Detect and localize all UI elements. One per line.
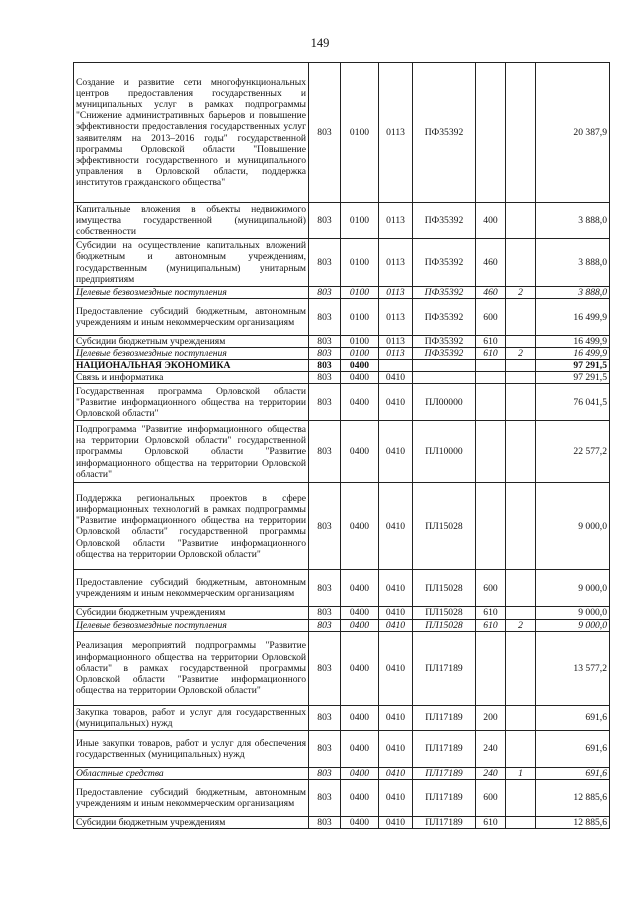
grbs-code: 803 [309, 816, 341, 828]
section-code: 0100 [341, 239, 379, 287]
funding-source-code [506, 730, 536, 767]
subsection-code: 0410 [379, 372, 413, 384]
expense-type-code: 240 [476, 730, 506, 767]
grbs-code: 803 [309, 63, 341, 203]
section-code: 0400 [341, 384, 379, 421]
target-article-code: ПФ35392 [413, 287, 476, 299]
expense-type-code: 460 [476, 239, 506, 287]
target-article-code: ПФ35392 [413, 63, 476, 203]
subsection-code: 0113 [379, 63, 413, 203]
expense-type-code [476, 372, 506, 384]
table-row [74, 203, 610, 239]
subsection-code: 0113 [379, 348, 413, 360]
section-code: 0400 [341, 767, 379, 779]
amount-value: 691,6 [536, 730, 610, 767]
row-name: Субсидии на осуществление капитальных вложений бюджетным и автономным учреждениям, государственным (муниципальным) унитарным предприятиям [74, 239, 309, 287]
row-name: Закупка товаров, работ и услуг для государственных (муниципальных) нужд [74, 705, 309, 730]
section-code: 0100 [341, 348, 379, 360]
funding-source-code [506, 372, 536, 384]
grbs-code: 803 [309, 384, 341, 421]
section-code: 0400 [341, 570, 379, 607]
target-article-code [413, 360, 476, 372]
row-name: Субсидии бюджетным учреждениям [74, 336, 309, 348]
amount-value: 3 888,0 [536, 203, 610, 239]
table-row [74, 360, 610, 372]
expense-type-code [476, 360, 506, 372]
row-name: НАЦИОНАЛЬНАЯ ЭКОНОМИКА [74, 360, 309, 372]
table-row [74, 299, 610, 336]
target-article-code: ПЛ17189 [413, 730, 476, 767]
table-row [74, 816, 610, 828]
target-article-code: ПФ35392 [413, 299, 476, 336]
section-code: 0400 [341, 705, 379, 730]
target-article-code: ПФ35392 [413, 336, 476, 348]
target-article-code [413, 372, 476, 384]
funding-source-code [506, 360, 536, 372]
amount-value: 97 291,5 [536, 372, 610, 384]
section-code: 0400 [341, 631, 379, 705]
expense-type-code: 200 [476, 705, 506, 730]
grbs-code: 803 [309, 299, 341, 336]
amount-value: 12 885,6 [536, 779, 610, 816]
funding-source-code [506, 336, 536, 348]
grbs-code: 803 [309, 779, 341, 816]
grbs-code: 803 [309, 203, 341, 239]
expense-type-code: 400 [476, 203, 506, 239]
amount-value: 16 499,9 [536, 336, 610, 348]
row-name: Предоставление субсидий бюджетным, автономным учреждениям и иным некоммерческим организациям [74, 570, 309, 607]
expense-type-code: 610 [476, 336, 506, 348]
section-code: 0100 [341, 336, 379, 348]
target-article-code: ПЛ17189 [413, 705, 476, 730]
grbs-code: 803 [309, 239, 341, 287]
expense-type-code: 600 [476, 570, 506, 607]
table-row [74, 767, 610, 779]
amount-value: 76 041,5 [536, 384, 610, 421]
target-article-code: ПЛ17189 [413, 779, 476, 816]
table-row [74, 779, 610, 816]
amount-value: 20 387,9 [536, 63, 610, 203]
table-row [74, 570, 610, 607]
funding-source-code [506, 816, 536, 828]
row-name: Создание и развитие сети многофункциональных центров предоставления государственных и муниципальных услуг в рамках подпрограммы "Снижение административных барьеров и повышение эффективности предоставления государственных услуг заявителям на 2013–2016 годы" государственной программы Орловской области "Повышение эффективности государственного и муниципального управления в Орловской области, поддержка институтов гражданского общества" [74, 63, 309, 203]
section-code: 0400 [341, 607, 379, 619]
subsection-code: 0113 [379, 299, 413, 336]
table-row [74, 239, 610, 287]
subsection-code: 0113 [379, 287, 413, 299]
target-article-code: ПЛ00000 [413, 384, 476, 421]
section-code: 0400 [341, 421, 379, 483]
row-name: Предоставление субсидий бюджетным, автономным учреждениям и иным некоммерческим организациям [74, 299, 309, 336]
amount-value: 13 577,2 [536, 631, 610, 705]
row-name: Связь и информатика [74, 372, 309, 384]
funding-source-code [506, 483, 536, 570]
table-row [74, 730, 610, 767]
expense-type-code: 610 [476, 816, 506, 828]
subsection-code: 0410 [379, 767, 413, 779]
funding-source-code [506, 239, 536, 287]
funding-source-code [506, 384, 536, 421]
target-article-code: ПФ35392 [413, 239, 476, 287]
table-row [74, 63, 610, 203]
target-article-code: ПЛ15028 [413, 570, 476, 607]
section-code: 0400 [341, 816, 379, 828]
subsection-code [379, 360, 413, 372]
expense-type-code [476, 631, 506, 705]
row-name: Субсидии бюджетным учреждениям [74, 607, 309, 619]
funding-source-code [506, 421, 536, 483]
expense-type-code [476, 483, 506, 570]
section-code: 0400 [341, 779, 379, 816]
target-article-code: ПЛ17189 [413, 631, 476, 705]
table-row [74, 384, 610, 421]
row-name: Подпрограмма "Развитие информационного общества на территории Орловской области" государственной программы Орловской области "Развитие информационного общества на территории Орловской области" [74, 421, 309, 483]
expense-type-code: 610 [476, 607, 506, 619]
grbs-code: 803 [309, 372, 341, 384]
funding-source-code [506, 299, 536, 336]
expense-type-code: 610 [476, 619, 506, 631]
amount-value: 9 000,0 [536, 570, 610, 607]
subsection-code: 0410 [379, 570, 413, 607]
target-article-code: ПЛ15028 [413, 619, 476, 631]
subsection-code: 0410 [379, 607, 413, 619]
amount-value: 16 499,9 [536, 299, 610, 336]
funding-source-code [506, 631, 536, 705]
row-name: Целевые безвозмездные поступления [74, 348, 309, 360]
amount-value: 9 000,0 [536, 483, 610, 570]
expense-type-code [476, 384, 506, 421]
subsection-code: 0410 [379, 631, 413, 705]
section-code: 0400 [341, 360, 379, 372]
amount-value: 22 577,2 [536, 421, 610, 483]
grbs-code: 803 [309, 360, 341, 372]
target-article-code: ПЛ17189 [413, 767, 476, 779]
section-code: 0400 [341, 483, 379, 570]
table-row [74, 287, 610, 299]
table-row [74, 619, 610, 631]
funding-source-code [506, 203, 536, 239]
target-article-code: ПЛ10000 [413, 421, 476, 483]
subsection-code: 0410 [379, 730, 413, 767]
funding-source-code [506, 779, 536, 816]
page-number: 149 [310, 36, 330, 50]
subsection-code: 0410 [379, 619, 413, 631]
target-article-code: ПЛ15028 [413, 483, 476, 570]
row-name: Целевые безвозмездные поступления [74, 287, 309, 299]
target-article-code: ПЛ17189 [413, 816, 476, 828]
subsection-code: 0113 [379, 239, 413, 287]
table-row [74, 483, 610, 570]
amount-value: 16 499,9 [536, 348, 610, 360]
grbs-code: 803 [309, 570, 341, 607]
amount-value: 3 888,0 [536, 287, 610, 299]
section-code: 0100 [341, 203, 379, 239]
target-article-code: ПЛ15028 [413, 607, 476, 619]
section-code: 0100 [341, 299, 379, 336]
section-code: 0400 [341, 372, 379, 384]
grbs-code: 803 [309, 421, 341, 483]
table-row [74, 421, 610, 483]
subsection-code: 0410 [379, 705, 413, 730]
table-row [74, 372, 610, 384]
expense-type-code: 460 [476, 287, 506, 299]
table-row [74, 705, 610, 730]
section-code: 0400 [341, 730, 379, 767]
row-name: Поддержка региональных проектов в сфере информационных технологий в рамках подпрограммы "Развитие информационного общества на территории Орловской области" государственной программы Орловской области "Развитие информационного общества на территории Орловской области" [74, 483, 309, 570]
grbs-code: 803 [309, 767, 341, 779]
expense-type-code: 240 [476, 767, 506, 779]
table-row [74, 631, 610, 705]
subsection-code: 0410 [379, 816, 413, 828]
funding-source-code [506, 705, 536, 730]
budget-table-body [74, 63, 610, 829]
subsection-code: 0113 [379, 336, 413, 348]
funding-source-code [506, 570, 536, 607]
table-row [74, 348, 610, 360]
target-article-code: ПФ35392 [413, 348, 476, 360]
grbs-code: 803 [309, 730, 341, 767]
grbs-code: 803 [309, 619, 341, 631]
section-code: 0100 [341, 287, 379, 299]
row-name: Иные закупки товаров, работ и услуг для обеспечения государственных (муниципальных) нужд [74, 730, 309, 767]
expense-type-code: 600 [476, 779, 506, 816]
funding-source-code: 1 [506, 767, 536, 779]
expense-type-code [476, 63, 506, 203]
grbs-code: 803 [309, 631, 341, 705]
table-row [74, 607, 610, 619]
row-name: Капитальные вложения в объекты недвижимого имущества государственной (муниципальной) собственности [74, 203, 309, 239]
expense-type-code: 600 [476, 299, 506, 336]
budget-table [73, 62, 610, 829]
amount-value: 691,6 [536, 767, 610, 779]
expense-type-code: 610 [476, 348, 506, 360]
expense-type-code [476, 421, 506, 483]
grbs-code: 803 [309, 348, 341, 360]
funding-source-code: 2 [506, 619, 536, 631]
row-name: Реализация мероприятий подпрограммы "Развитие информационного общества на территории Орловской области" в рамках государственной программы Орловской области "Развитие информационного общества на территории Орловской области" [74, 631, 309, 705]
subsection-code: 0410 [379, 779, 413, 816]
table-row [74, 336, 610, 348]
funding-source-code [506, 63, 536, 203]
row-name: Предоставление субсидий бюджетным, автономным учреждениям и иным некоммерческим организациям [74, 779, 309, 816]
amount-value: 9 000,0 [536, 607, 610, 619]
amount-value: 12 885,6 [536, 816, 610, 828]
grbs-code: 803 [309, 483, 341, 570]
amount-value: 9 000,0 [536, 619, 610, 631]
row-name: Государственная программа Орловской области "Развитие информационного общества на территории Орловской области" [74, 384, 309, 421]
amount-value: 97 291,5 [536, 360, 610, 372]
section-code: 0400 [341, 619, 379, 631]
row-name: Целевые безвозмездные поступления [74, 619, 309, 631]
grbs-code: 803 [309, 705, 341, 730]
funding-source-code [506, 607, 536, 619]
amount-value: 3 888,0 [536, 239, 610, 287]
row-name: Субсидии бюджетным учреждениям [74, 816, 309, 828]
funding-source-code: 2 [506, 287, 536, 299]
grbs-code: 803 [309, 287, 341, 299]
amount-value: 691,6 [536, 705, 610, 730]
subsection-code: 0410 [379, 483, 413, 570]
funding-source-code: 2 [506, 348, 536, 360]
subsection-code: 0410 [379, 421, 413, 483]
row-name: Областные средства [74, 767, 309, 779]
grbs-code: 803 [309, 607, 341, 619]
subsection-code: 0410 [379, 384, 413, 421]
section-code: 0100 [341, 63, 379, 203]
grbs-code: 803 [309, 336, 341, 348]
target-article-code: ПФ35392 [413, 203, 476, 239]
subsection-code: 0113 [379, 203, 413, 239]
